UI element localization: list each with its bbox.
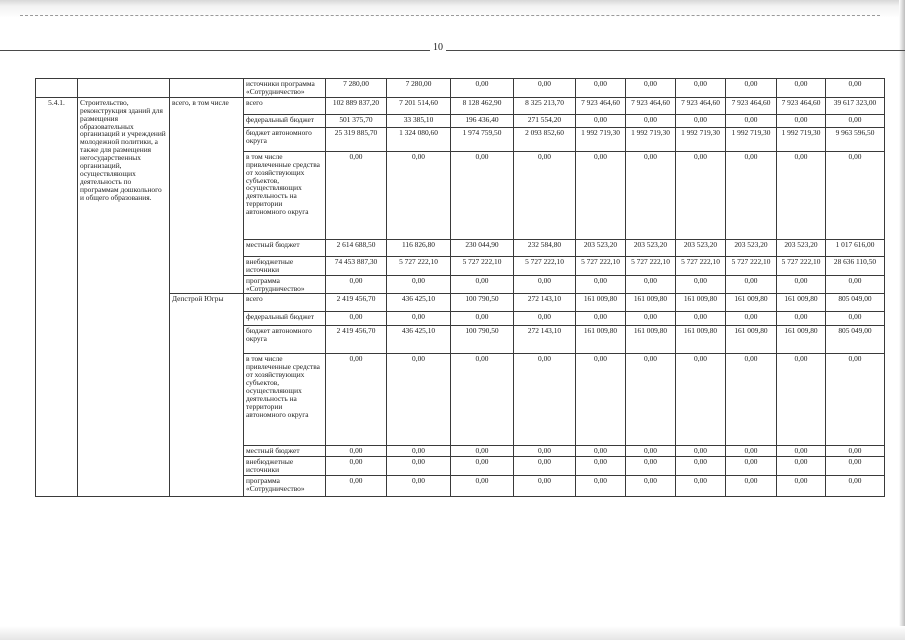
- amount-cell: 7 923 464,60: [576, 97, 626, 114]
- amount-cell: 7 280,00: [387, 79, 451, 98]
- amount-cell: 0,00: [726, 114, 777, 127]
- amount-cell: 161 009,80: [676, 326, 726, 354]
- executor-depstroy-cell: Депстрой Югры: [170, 294, 244, 497]
- executor-cell-empty: [170, 79, 244, 98]
- funding-source-label: бюджет автономного округа: [244, 127, 326, 151]
- amount-cell: 0,00: [826, 476, 885, 497]
- amount-cell: 7 923 464,60: [676, 97, 726, 114]
- funding-source-label: в том числе привлеченные средства от хозяйствующих субъектов, осуществляющих деятельность на территории автономного округа: [244, 354, 326, 446]
- amount-cell: 161 009,80: [626, 294, 676, 312]
- amount-cell: 7 923 464,60: [626, 97, 676, 114]
- amount-cell: 232 584,80: [514, 239, 576, 256]
- amount-cell: 5 727 222,10: [777, 256, 826, 275]
- amount-cell: 0,00: [576, 457, 626, 476]
- amount-cell: 0,00: [726, 457, 777, 476]
- amount-cell: 203 523,20: [576, 239, 626, 256]
- amount-cell: 102 889 837,20: [326, 97, 387, 114]
- funding-source-label: местный бюджет: [244, 239, 326, 256]
- amount-cell: 0,00: [826, 151, 885, 239]
- amount-cell: 74 453 887,30: [326, 256, 387, 275]
- amount-cell: 0,00: [777, 114, 826, 127]
- funding-source-label: источники программа «Сотрудничество»: [244, 79, 326, 98]
- amount-cell: 5 727 222,10: [576, 256, 626, 275]
- amount-cell: 203 523,20: [777, 239, 826, 256]
- amount-cell: 5 727 222,10: [514, 256, 576, 275]
- funding-source-label: программа «Сотрудничество»: [244, 476, 326, 497]
- amount-cell: 5 727 222,10: [387, 256, 451, 275]
- amount-cell: 271 554,20: [514, 114, 576, 127]
- amount-cell: 0,00: [726, 275, 777, 294]
- funding-source-label: в том числе привлеченные средства от хозяйствующих субъектов, осуществляющих деятельность на территории автономного округа: [244, 151, 326, 239]
- amount-cell: 0,00: [626, 312, 676, 326]
- amount-cell: 0,00: [514, 151, 576, 239]
- amount-cell: 0,00: [777, 476, 826, 497]
- amount-cell: 161 009,80: [576, 326, 626, 354]
- scan-artifact-line: [20, 15, 880, 17]
- amount-cell: 1 992 719,30: [626, 127, 676, 151]
- amount-cell: 0,00: [777, 446, 826, 457]
- amount-cell: 0,00: [451, 446, 514, 457]
- amount-cell: 0,00: [451, 79, 514, 98]
- funding-source-label: всего: [244, 294, 326, 312]
- amount-cell: 0,00: [676, 275, 726, 294]
- amount-cell: 230 044,90: [451, 239, 514, 256]
- amount-cell: 2 093 852,60: [514, 127, 576, 151]
- amount-cell: 1 974 759,50: [451, 127, 514, 151]
- amount-cell: 0,00: [326, 151, 387, 239]
- amount-cell: 0,00: [514, 79, 576, 98]
- measure-cell-empty: [78, 79, 170, 98]
- amount-cell: 0,00: [626, 446, 676, 457]
- funding-source-label: всего: [244, 97, 326, 114]
- scan-shadow-bottom: [0, 626, 905, 640]
- amount-cell: 0,00: [451, 457, 514, 476]
- amount-cell: 25 319 885,70: [326, 127, 387, 151]
- amount-cell: 0,00: [576, 79, 626, 98]
- amount-cell: 0,00: [387, 151, 451, 239]
- amount-cell: 5 727 222,10: [726, 256, 777, 275]
- amount-cell: 7 280,00: [326, 79, 387, 98]
- amount-cell: 1 017 616,00: [826, 239, 885, 256]
- amount-cell: 0,00: [777, 151, 826, 239]
- amount-cell: 805 049,00: [826, 294, 885, 312]
- amount-cell: 196 436,40: [451, 114, 514, 127]
- amount-cell: 161 009,80: [777, 326, 826, 354]
- funding-source-label: внебюджетные источники: [244, 256, 326, 275]
- amount-cell: 0,00: [676, 354, 726, 446]
- amount-cell: 2 419 456,70: [326, 326, 387, 354]
- amount-cell: 0,00: [387, 312, 451, 326]
- amount-cell: 0,00: [626, 114, 676, 127]
- amount-cell: 1 992 719,30: [676, 127, 726, 151]
- table-body: [36, 79, 885, 497]
- amount-cell: 0,00: [726, 312, 777, 326]
- amount-cell: 0,00: [726, 476, 777, 497]
- amount-cell: 0,00: [626, 354, 676, 446]
- amount-cell: 0,00: [726, 151, 777, 239]
- amount-cell: 100 790,50: [451, 294, 514, 312]
- amount-cell: 5 727 222,10: [676, 256, 726, 275]
- amount-cell: 9 963 596,50: [826, 127, 885, 151]
- scan-shadow-right: [899, 0, 905, 640]
- table-row: [36, 97, 885, 114]
- amount-cell: 0,00: [826, 457, 885, 476]
- funding-source-label: федеральный бюджет: [244, 114, 326, 127]
- amount-cell: 7 923 464,60: [726, 97, 777, 114]
- page-number: 10: [430, 42, 446, 53]
- amount-cell: 0,00: [326, 312, 387, 326]
- header-rule: [0, 50, 905, 51]
- amount-cell: 0,00: [387, 275, 451, 294]
- amount-cell: 0,00: [451, 354, 514, 446]
- row-number-cell-empty: [36, 79, 78, 98]
- measure-name-cell: Строительство, реконструкция зданий для размещения образовательных организаций и учреждений молодежной политики, а также для размещения негосударственных организаций, осуществляющих деятельность по программам дошкольного и общего образования.: [78, 97, 170, 496]
- amount-cell: 1 992 719,30: [576, 127, 626, 151]
- amount-cell: 0,00: [726, 79, 777, 98]
- amount-cell: 0,00: [777, 79, 826, 98]
- amount-cell: 39 617 323,00: [826, 97, 885, 114]
- amount-cell: 0,00: [576, 275, 626, 294]
- amount-cell: 100 790,50: [451, 326, 514, 354]
- amount-cell: 203 523,20: [626, 239, 676, 256]
- amount-cell: 0,00: [576, 446, 626, 457]
- amount-cell: 0,00: [451, 476, 514, 497]
- amount-cell: 0,00: [576, 114, 626, 127]
- amount-cell: 0,00: [777, 457, 826, 476]
- amount-cell: 161 009,80: [777, 294, 826, 312]
- amount-cell: 33 385,10: [387, 114, 451, 127]
- amount-cell: 1 992 719,30: [726, 127, 777, 151]
- budget-table-wrapper: [35, 78, 885, 497]
- amount-cell: 0,00: [676, 79, 726, 98]
- amount-cell: 8 128 462,90: [451, 97, 514, 114]
- amount-cell: 0,00: [326, 457, 387, 476]
- amount-cell: 0,00: [826, 79, 885, 98]
- amount-cell: 0,00: [777, 354, 826, 446]
- amount-cell: 0,00: [451, 275, 514, 294]
- amount-cell: 2 614 688,50: [326, 239, 387, 256]
- amount-cell: 0,00: [514, 275, 576, 294]
- amount-cell: 0,00: [514, 354, 576, 446]
- amount-cell: 0,00: [576, 312, 626, 326]
- table-row: [36, 79, 885, 98]
- amount-cell: 0,00: [576, 354, 626, 446]
- amount-cell: 436 425,10: [387, 326, 451, 354]
- amount-cell: 0,00: [387, 457, 451, 476]
- amount-cell: 203 523,20: [676, 239, 726, 256]
- amount-cell: 0,00: [826, 354, 885, 446]
- amount-cell: 0,00: [451, 151, 514, 239]
- amount-cell: 0,00: [387, 476, 451, 497]
- amount-cell: 7 201 514,60: [387, 97, 451, 114]
- funding-source-label: внебюджетные источники: [244, 457, 326, 476]
- amount-cell: 0,00: [326, 476, 387, 497]
- amount-cell: 0,00: [514, 446, 576, 457]
- amount-cell: 0,00: [626, 151, 676, 239]
- amount-cell: 0,00: [726, 446, 777, 457]
- amount-cell: 0,00: [777, 312, 826, 326]
- amount-cell: 1 992 719,30: [777, 127, 826, 151]
- amount-cell: 161 009,80: [576, 294, 626, 312]
- funding-source-label: федеральный бюджет: [244, 312, 326, 326]
- amount-cell: 0,00: [514, 476, 576, 497]
- amount-cell: 0,00: [676, 476, 726, 497]
- amount-cell: 5 727 222,10: [626, 256, 676, 275]
- funding-source-label: местный бюджет: [244, 446, 326, 457]
- amount-cell: 28 636 110,50: [826, 256, 885, 275]
- amount-cell: 0,00: [626, 275, 676, 294]
- funding-source-label: программа «Сотрудничество»: [244, 275, 326, 294]
- amount-cell: 0,00: [387, 446, 451, 457]
- amount-cell: 272 143,10: [514, 294, 576, 312]
- amount-cell: 161 009,80: [626, 326, 676, 354]
- amount-cell: 0,00: [326, 275, 387, 294]
- amount-cell: 0,00: [826, 446, 885, 457]
- amount-cell: 0,00: [387, 354, 451, 446]
- amount-cell: 161 009,80: [726, 326, 777, 354]
- amount-cell: 0,00: [726, 354, 777, 446]
- scan-shadow-top: [0, 0, 905, 20]
- amount-cell: 5 727 222,10: [451, 256, 514, 275]
- amount-cell: 0,00: [626, 79, 676, 98]
- amount-cell: 0,00: [826, 312, 885, 326]
- amount-cell: 0,00: [451, 312, 514, 326]
- amount-cell: 0,00: [826, 275, 885, 294]
- amount-cell: 1 324 080,60: [387, 127, 451, 151]
- amount-cell: 2 419 456,70: [326, 294, 387, 312]
- amount-cell: 0,00: [676, 151, 726, 239]
- amount-cell: 203 523,20: [726, 239, 777, 256]
- amount-cell: 0,00: [626, 476, 676, 497]
- amount-cell: 161 009,80: [676, 294, 726, 312]
- amount-cell: 501 375,70: [326, 114, 387, 127]
- amount-cell: 0,00: [676, 312, 726, 326]
- amount-cell: 0,00: [626, 457, 676, 476]
- amount-cell: 436 425,10: [387, 294, 451, 312]
- amount-cell: 805 049,00: [826, 326, 885, 354]
- amount-cell: 7 923 464,60: [777, 97, 826, 114]
- amount-cell: 8 325 213,70: [514, 97, 576, 114]
- amount-cell: 0,00: [676, 457, 726, 476]
- amount-cell: 0,00: [326, 446, 387, 457]
- funding-source-label: бюджет автономного округа: [244, 326, 326, 354]
- amount-cell: 0,00: [514, 457, 576, 476]
- row-number-cell: 5.4.1.: [36, 97, 78, 496]
- amount-cell: 0,00: [676, 114, 726, 127]
- amount-cell: 0,00: [576, 151, 626, 239]
- executor-all-cell: всего, в том числе: [170, 97, 244, 294]
- amount-cell: 0,00: [777, 275, 826, 294]
- amount-cell: 116 826,80: [387, 239, 451, 256]
- amount-cell: 0,00: [326, 354, 387, 446]
- amount-cell: 0,00: [676, 446, 726, 457]
- amount-cell: 0,00: [514, 312, 576, 326]
- amount-cell: 0,00: [826, 114, 885, 127]
- amount-cell: 272 143,10: [514, 326, 576, 354]
- budget-table: [35, 78, 885, 497]
- amount-cell: 0,00: [576, 476, 626, 497]
- amount-cell: 161 009,80: [726, 294, 777, 312]
